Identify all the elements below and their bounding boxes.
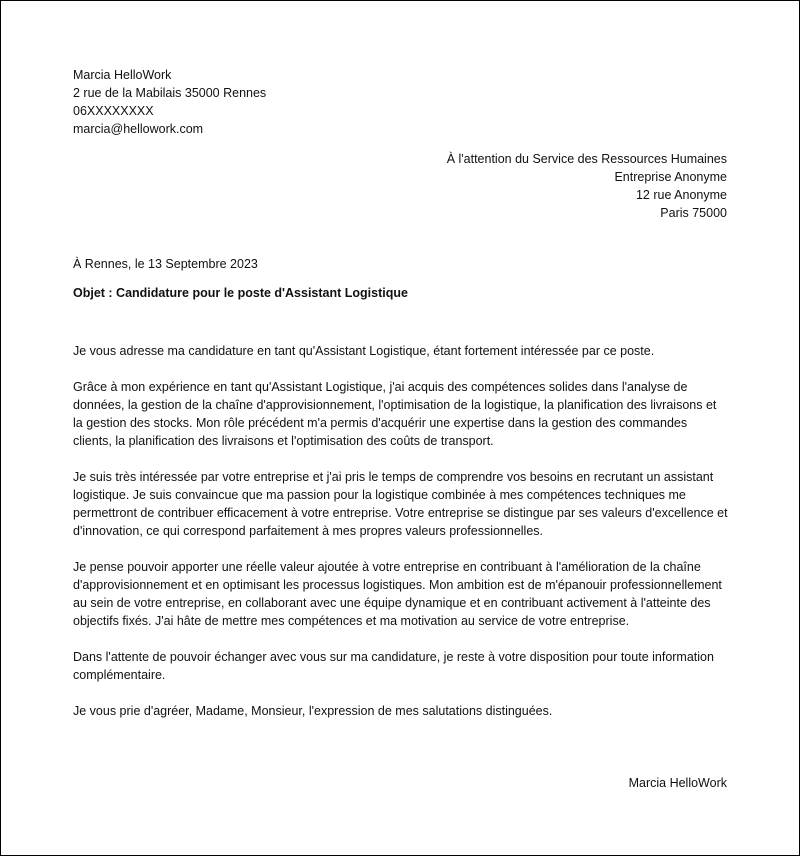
recipient-attention: À l'attention du Service des Ressources Humaines	[446, 152, 727, 166]
date-line: À Rennes, le 13 Septembre 2023	[73, 257, 258, 271]
recipient-company: Entreprise Anonyme	[614, 170, 727, 184]
sender-name: Marcia HelloWork	[73, 68, 172, 82]
sender-phone: 06XXXXXXXX	[73, 104, 154, 118]
signature: Marcia HelloWork	[628, 776, 727, 790]
letter-body	[73, 342, 729, 738]
paragraph-motivation: Je suis très intéressée par votre entreprise et j'ai pris le temps de comprendre vos besoins en recrutant un assistant logistique. Je suis convaincue que ma passion pour la logistique combinée à mes compétences techniques me permettront de contribuer efficacement à votre entreprise. Votre entreprise se distingue par ses valeurs d'excellence et d'innovation, ce qui correspond parfaitement à mes propres valeurs professionnelles.	[73, 470, 728, 538]
recipient-block	[307, 150, 727, 222]
sender-block	[73, 66, 473, 138]
recipient-street: 12 rue Anonyme	[635, 188, 727, 202]
sender-email: marcia@hellowork.com	[73, 122, 204, 136]
subject-line: Objet : Candidature pour le poste d'Assistant Logistique	[73, 286, 408, 300]
paragraph-experience: Grâce à mon expérience en tant qu'Assistant Logistique, j'ai acquis des compétences solides dans l'analyse de données, la gestion de la chaîne d'approvisionnement, l'optimisation de la logistique, la planification des livraisons et la gestion des stocks. Mon rôle précédent m'a permis d'acquérir une expertise dans la gestion des commandes clients, la planification des livraisons et l'optimisation des coûts de transport.	[73, 380, 717, 448]
paragraph-intro: Je vous adresse ma candidature en tant qu'Assistant Logistique, étant fortement intéressée par ce poste.	[73, 344, 655, 358]
paragraph-value: Je pense pouvoir apporter une réelle valeur ajoutée à votre entreprise en contribuant à l'amélioration de la chaîne d'approvisionnement et en optimisant les processus logistiques. Mon ambition est de m'épanouir professionnellement au sein de votre entreprise, en collaborant avec une équipe dynamique et en contribuant activement à l'atteinte des objectifs fixés. J'ai hâte de mettre mes compétences et ma motivation au service de votre entreprise.	[73, 560, 722, 628]
paragraph-closing: Je vous prie d'agréer, Madame, Monsieur, l'expression de mes salutations distinguées.	[73, 704, 553, 718]
sender-address: 2 rue de la Mabilais 35000 Rennes	[73, 86, 267, 100]
paragraph-availability: Dans l'attente de pouvoir échanger avec vous sur ma candidature, je reste à votre disposition pour toute information complémentaire.	[73, 650, 714, 682]
recipient-city: Paris 75000	[660, 206, 727, 220]
